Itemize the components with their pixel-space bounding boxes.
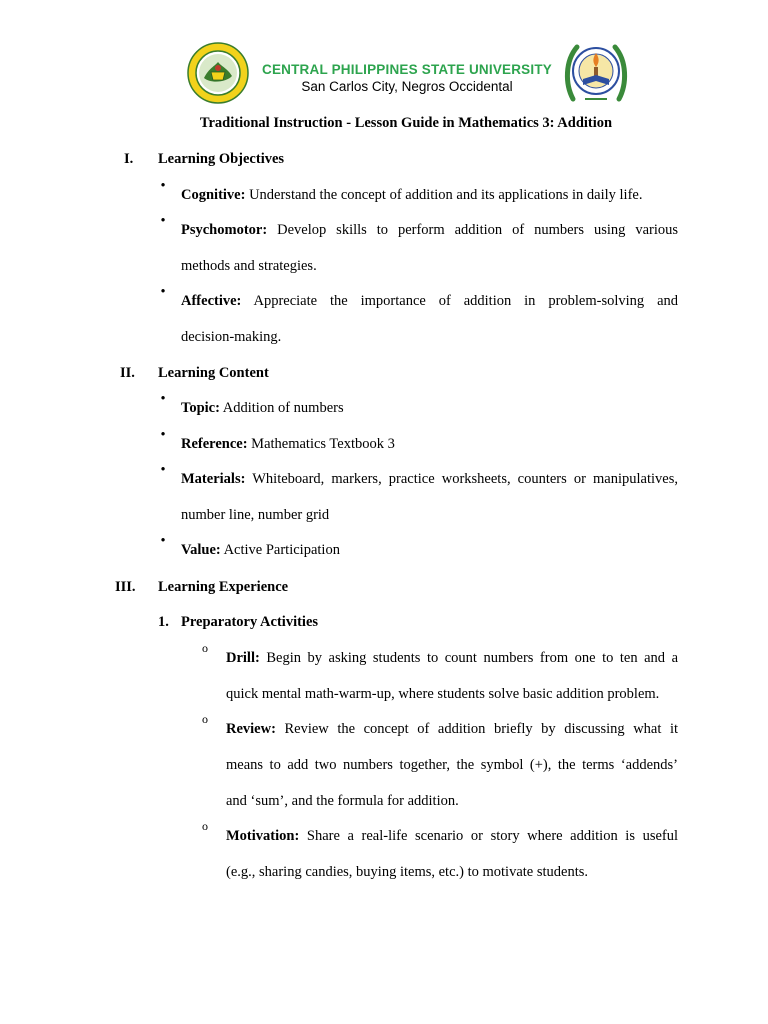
subsection-heading: Preparatory Activities: [181, 614, 319, 630]
university-seal-logo: [187, 42, 249, 104]
section-number: II.: [120, 365, 135, 381]
item-text: Active Participation: [223, 542, 340, 558]
item-label: Psychomotor:: [181, 222, 268, 238]
item-label: Motivation:: [226, 828, 300, 844]
item-text: Share a real-life scenario or story where addition is useful: [306, 828, 678, 844]
bullet-icon: •: [160, 533, 166, 549]
item-text-continued: and ‘sum’, and the formula for addition.: [226, 792, 459, 809]
section-heading: Learning Content: [158, 365, 269, 381]
section-learning-content: [0, 365, 400, 385]
section-heading: Learning Experience: [158, 579, 289, 595]
university-location: San Carlos City, Negros Occidental: [301, 79, 513, 94]
section-number: III.: [115, 579, 136, 595]
item-text: Review the concept of addition briefly by discussing what it: [284, 721, 678, 737]
item-text-continued: methods and strategies.: [181, 257, 317, 274]
item-label: Value:: [181, 542, 221, 558]
college-seal-logo: [563, 39, 629, 107]
item-text: Develop skills to perform addition of numbers using various: [277, 222, 679, 238]
activity-motivation: [200, 819, 678, 891]
hollow-bullet-icon: o: [202, 819, 208, 833]
bullet-icon: •: [160, 284, 166, 300]
university-name: CENTRAL PHILIPPINES STATE UNIVERSITY: [262, 62, 552, 77]
item-label: Topic:: [181, 400, 220, 416]
item-text-continued: (e.g., sharing candies, buying items, etc.) to motivate students.: [226, 863, 589, 880]
content-reference: [158, 427, 678, 463]
item-text: Whiteboard, markers, practice worksheets, counters or manipulatives,: [252, 471, 678, 487]
subsection-preparatory-activities: [158, 614, 458, 634]
item-label: Reference:: [181, 436, 248, 452]
section-learning-experience: [0, 579, 400, 599]
hollow-bullet-icon: o: [202, 712, 208, 726]
content-materials: [158, 462, 678, 534]
item-label: Drill:: [226, 650, 260, 666]
objective-psychomotor: [158, 213, 678, 285]
activity-review: [200, 712, 678, 820]
content-topic: [158, 391, 678, 427]
hollow-bullet-icon: o: [202, 641, 208, 655]
item-label: Cognitive:: [181, 187, 246, 203]
bullet-icon: •: [160, 391, 166, 407]
bullet-icon: •: [160, 427, 166, 443]
section-heading: Learning Objectives: [158, 151, 285, 167]
item-text: Mathematics Textbook 3: [251, 436, 395, 452]
item-text-continued: number line, number grid: [181, 506, 330, 523]
document-title: Traditional Instruction - Lesson Guide in Mathematics 3: Addition: [199, 115, 613, 131]
bullet-icon: •: [160, 462, 166, 478]
item-text-continued: means to add two numbers together, the symbol (+), the terms ‘addends’: [226, 756, 678, 773]
subsection-number: 1.: [158, 614, 169, 630]
section-learning-objectives: [0, 151, 400, 171]
objective-affective: [158, 284, 678, 356]
bullet-icon: •: [160, 178, 166, 194]
item-text: Appreciate the importance of addition in problem-solving and: [253, 293, 679, 309]
item-label: Review:: [226, 721, 276, 737]
objective-cognitive: [158, 178, 678, 214]
item-label: Materials:: [181, 471, 246, 487]
item-text: Begin by asking students to count numbers from one to ten and a: [266, 650, 679, 666]
bullet-icon: •: [160, 213, 166, 229]
section-number: I.: [124, 151, 134, 167]
item-text: Understand the concept of addition and its applications in daily life.: [249, 187, 643, 203]
activity-drill: [200, 641, 678, 713]
item-label: Affective:: [181, 293, 242, 309]
letterhead: [0, 0, 768, 112]
content-value: [158, 533, 678, 569]
item-text: Addition of numbers: [222, 400, 344, 416]
item-text-continued: quick mental math-warm-up, where students solve basic addition problem.: [226, 685, 660, 702]
item-text-continued: decision-making.: [181, 328, 282, 345]
